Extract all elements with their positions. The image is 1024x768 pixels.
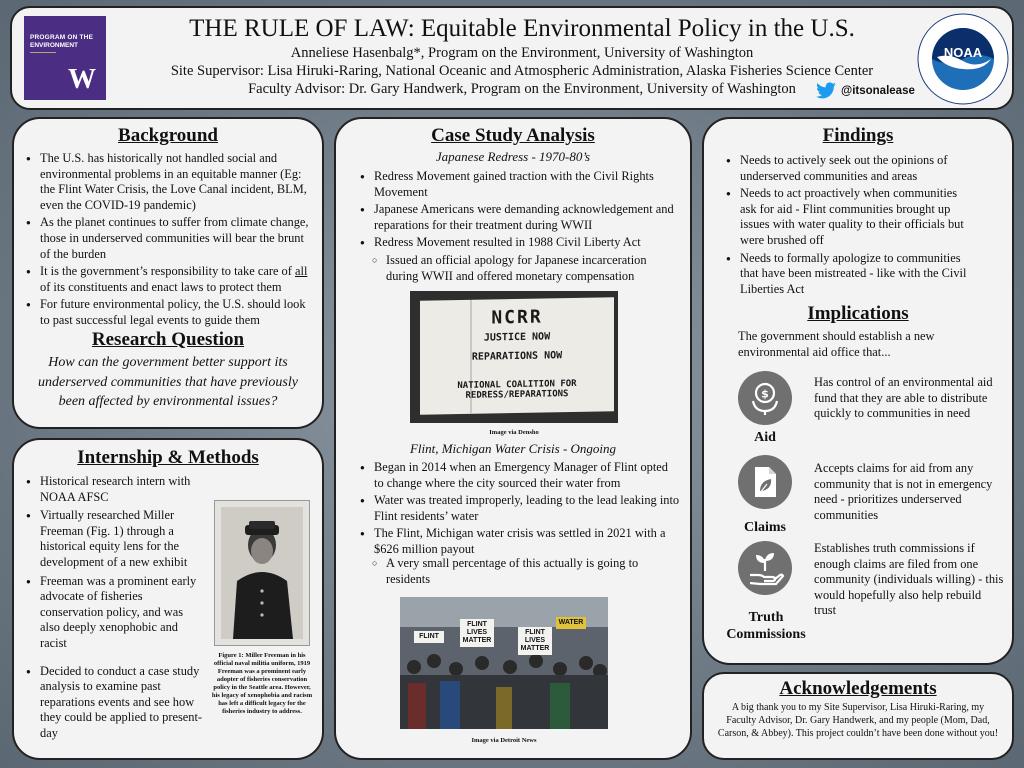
poster-title: THE RULE OF LAW: Equitable Environmental Policy in the U.S.	[189, 15, 855, 42]
internship-panel	[12, 438, 324, 760]
list-item: ● Virtually researched Miller Freeman (Fig. 1) through a historical equity lens for the development of a new exhibit	[26, 508, 204, 570]
acknowledgements-heading: Acknowledgements	[779, 678, 937, 699]
underlined-word: all	[295, 264, 308, 279]
figure-caption: Figure 1: Miller Freeman in his official naval militia uniform, 1919 Freeman was a prominent early adopter of fisheries conservation policy in the Seattle area. However, his legacy of xenophobia and racism has left a difficult legacy for the fisheries industry to address.	[211, 652, 313, 715]
acknowledgements-text: A big thank you to my Site Supervisor, Lisa Hiruki-Raring, my Faculty Advisor, Dr. Gary Handwerk, and my people (Mom, Dad, Carson, & Abbey). This project couldn’t have been done without you!	[717, 702, 999, 739]
research-question-heading: Research Question	[91, 329, 245, 350]
image-caption: Image via Detroit News	[471, 737, 537, 744]
japanese-redress-list	[336, 165, 690, 251]
protest-sign: FLINT LIVES MATTER	[460, 619, 494, 647]
list-item-text: It is the government’s responsibility to take care of	[40, 264, 292, 279]
list-item: ● Japanese Americans were demanding acknowledgement and reparations for their treatment during WWII	[360, 202, 678, 233]
svg-text:$: $	[761, 387, 769, 401]
internship-heading: Internship & Methods	[77, 447, 259, 468]
banner-line-3: REPARATIONS NOW	[471, 350, 563, 363]
uw-logo-text-2: ENVIRONMENT	[30, 42, 79, 49]
list-item-text-rest: of its constituents and enact laws to protect them	[40, 279, 282, 294]
list-item: ● Historical research intern with NOAA AFSC	[26, 474, 204, 505]
case-study-heading: Case Study Analysis	[431, 125, 595, 146]
supervisor-line: Site Supervisor: Lisa Hiruki-Raring, National Oceanic and Atmospheric Administration, Alaska Fisheries Science Center	[170, 63, 874, 79]
banner-line-1: NCRR	[491, 306, 543, 329]
noaa-wordmark: NOAA	[943, 45, 983, 60]
truth-commissions-label: Truth Commissions	[726, 610, 806, 642]
list-item: ● Needs to formally apologize to communities that have been mistreated - like with the Civil Liberties Act	[726, 251, 972, 298]
banner-line-4: NATIONAL COALITION FOR	[457, 378, 577, 392]
flint-list	[360, 460, 680, 560]
twitter-handle[interactable]: @itsonalease	[841, 85, 915, 97]
list-item: ● The Flint, Michigan water crisis was settled in 2021 with a $626 million payout	[360, 526, 680, 557]
claims-description: Accepts claims for aid from any community that is not in emergency need - prioritizes underserved communities	[814, 461, 993, 522]
list-item: ● Water was treated improperly, leading to the lead leaking into Flint residents’ water	[360, 493, 680, 524]
list-item: ● Freeman was a prominent early advocate of fisheries conservation policy, and was also deeply xenophobic and racist	[26, 574, 204, 652]
protest-sign: WATER	[556, 617, 586, 629]
background-list	[14, 147, 322, 329]
document-leaf-icon	[738, 455, 792, 509]
twitter-bird-icon	[815, 82, 837, 100]
internship-list	[26, 474, 204, 744]
image-caption: Image via Densho	[489, 429, 539, 436]
truth-commissions-description: Establishes truth commissions if enough claims are filed from one community (individuals willing) - this would hopefully also help rebuild trust	[814, 541, 1004, 618]
list-item: ● Began in 2014 when an Emergency Manager of Flint opted to change where the city sourced their water from	[360, 460, 680, 491]
background-panel	[12, 117, 324, 429]
banner-line-2: JUSTICE NOW	[483, 331, 551, 344]
findings-list	[704, 147, 1012, 297]
protest-sign: FLINT LIVES MATTER	[518, 627, 552, 655]
list-item: ● For future environmental policy, the U.S. should look to past successful legal events to guide them	[26, 297, 312, 328]
list-item: ○ A very small percentage of this actually is going to residents	[360, 556, 680, 587]
list-item	[26, 264, 312, 295]
implications-heading: Implications	[807, 303, 909, 324]
list-item: ● Redress Movement gained traction with the Civil Rights Movement	[360, 169, 678, 200]
uw-environment-logo	[24, 16, 106, 100]
protest-sign: FLINT	[414, 631, 444, 643]
flint-protest-photo	[400, 597, 608, 729]
flint-subheading: Flint, Michigan Water Crisis - Ongoing	[409, 441, 617, 456]
ncrr-banner-photo	[410, 291, 618, 423]
aid-label: Aid	[754, 430, 776, 445]
japanese-redress-sublist	[336, 253, 690, 284]
list-item: ● The U.S. has historically not handled social and environmental problems in an equitable manner (Eg: the Flint Water Crisis, the Love Canal incident, BLM, even the COVID-19 pandemic)	[26, 151, 312, 213]
advisor-line: Faculty Advisor: Dr. Gary Handwerk, Program on the Environment, University of Washington	[248, 81, 796, 97]
hand-sprout-icon	[738, 541, 792, 595]
author-line: Anneliese Hasenbalg*, Program on the Environment, University of Washington	[290, 45, 754, 61]
list-item: ● Needs to actively seek out the opinions of underserved communities and areas	[726, 153, 972, 184]
japanese-redress-subheading: Japanese Redress - 1970-80’s	[435, 149, 591, 164]
money-plant-icon	[738, 371, 792, 425]
flint-sublist	[360, 556, 680, 589]
findings-heading: Findings	[822, 125, 894, 146]
acknowledgements-panel	[702, 672, 1014, 760]
background-heading: Background	[118, 125, 218, 146]
uw-logo-divider	[30, 52, 56, 53]
implications-intro: The government should establish a new environmental aid office that...	[738, 329, 935, 359]
case-study-panel	[334, 117, 692, 760]
list-item: ● Decided to conduct a case study analysis to examine past reparations events and see how they could be applied to present-day	[26, 664, 204, 742]
noaa-logo	[917, 13, 1009, 105]
banner-shadow-fold	[470, 299, 472, 413]
banner-line-5: REDRESS/REPARATIONS	[465, 389, 569, 401]
uw-logo-text-1: PROGRAM ON THE	[30, 34, 94, 41]
claims-label: Claims	[744, 520, 786, 535]
miller-freeman-portrait	[214, 500, 310, 646]
list-item: ● As the planet continues to suffer from climate change, those in underserved communities will bear the brunt of the burden	[26, 215, 312, 262]
aid-description: Has control of an environmental aid fund that they are able to distribute quickly to communities in need	[814, 375, 993, 421]
findings-panel	[702, 117, 1014, 665]
list-item: ○ Issued an official apology for Japanese incarceration during WWII and offered monetary compensation	[360, 253, 678, 284]
list-item: ● Needs to act proactively when communities ask for aid - Flint communities brought up issues with water quality to their officials but were brushed off	[726, 186, 972, 248]
list-item: ● Redress Movement resulted in 1988 Civil Liberty Act	[360, 235, 678, 251]
uw-logo-letter: W	[68, 64, 96, 95]
header-panel	[10, 6, 1014, 110]
twitter-handle-group	[815, 81, 915, 101]
banner-cloth	[420, 297, 614, 414]
research-question-text: How can the government better support its underserved communities that have previously been affected by environmental issues?	[38, 355, 298, 409]
